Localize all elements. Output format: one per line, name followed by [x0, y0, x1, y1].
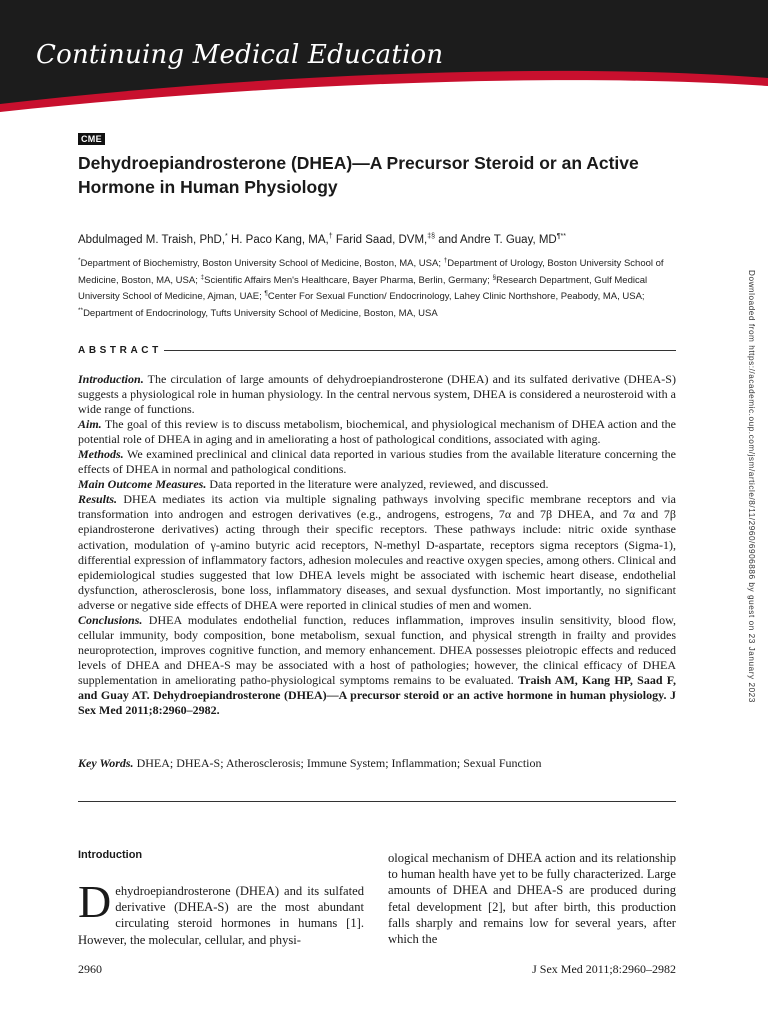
author-affiliation-mark: † [328, 233, 333, 240]
download-watermark [744, 270, 758, 760]
abstract-section-label: Conclusions. [78, 612, 143, 627]
abstract-section-text: We examined preclinical and clinical data reported in various studies from the available literature concerning the effects of DHEA in normal and pathological conditions. [78, 447, 676, 477]
abstract-heading-label: ABSTRACT [78, 345, 162, 356]
abstract-section-text: DHEA modulates endothelial function, reduces inflammation, improves insulin sensitivity, blood flow, cellular immunity, body composition, bone metabolism, sexual function, and physical strength in frailty and provides neuroprotection, improves cognitive function, and memory enhancement. DHEA possesses pleiotropic effects and reduced levels of DHEA and DHEA-S may be associated with a host of pathologies; however, the clinical efficacy of DHEA supplementation in ameliorating patho-physiological symptoms remains to be evaluated. [78, 612, 677, 687]
abstract-section-text: Data reported in the literature were analyzed, reviewed, and discussed. [209, 477, 549, 492]
body-column-left [78, 849, 364, 948]
abstract-citation: Traish AM, Kang HP, Saad F, and Guay AT. Dehydroepiandrosterone (DHEA)—A precursor steroid or an active hormone in human physiology. J Sex Med 2011;8:2960–2982. [78, 672, 677, 718]
author-affiliation-mark: * [225, 233, 228, 240]
affiliation-text: Research Department, Gulf Medical University School of Medicine, Ajman, UAE; [78, 274, 648, 303]
page-number: 2960 [78, 962, 102, 976]
affiliation-mark: ** [78, 306, 84, 314]
author-name: Abdulmaged M. Traish, PhD, [78, 233, 226, 246]
abstract-section [78, 447, 676, 477]
author-affiliation-mark: ‡§ [427, 233, 436, 240]
affiliation-text: Scientific Affairs Men's Healthcare, Bayer Pharma, Berlin, Germany; [204, 274, 493, 286]
author-list [78, 233, 678, 246]
abstract-section-label: Introduction. [78, 372, 144, 386]
abstract-section-label: Aim. [78, 417, 102, 432]
affiliation-mark: * [78, 257, 81, 264]
affiliation-text: Department of Endocrinology, Tufts University School of Medicine, Boston, MA, USA [83, 307, 438, 319]
abstract-section [78, 417, 676, 447]
body-column-right [388, 850, 676, 947]
abstract-section [78, 492, 676, 612]
author-name: Farid Saad, DVM, [335, 233, 428, 246]
abstract-section-text: DHEA mediates its action via multiple signaling pathways involving specific membrane receptors and via transformation into androgen and estrogen derivatives (e.g., androgens, estrogens, 7α and 7β DHEA, and 7α and 7β epiandrosterone derivatives) acting through their specific receptors. These pathways include: nitric oxide synthase activation, modulation of γ-amino butyric acid receptors, N-methyl D-aspartate, receptors sigma receptors (Sigma-1), differential expression of inflammatory factors, adhesion molecules and reactive oxygen species, among others. Clinical and epidemiological studies suggested that low DHEA levels might be associated with ischemic heart disease, endothelial dysfunction, atherosclerosis, bone loss, inflammatory diseases, and sexual dysfunction. Most importantly, no significant adverse or negative side effects of DHEA were reported in clinical studies of men and women. [78, 492, 677, 612]
affiliation-text: Department of Urology, Boston University School of Medicine, Boston, MA, USA; [78, 258, 664, 286]
section-heading-introduction: Introduction [78, 849, 143, 861]
abstract-section-text: The goal of this review is to discuss metabolism, biochemical, and physiological mechanism of DHEA action and the potential role of DHEA in aging and in ameliorating a host of pathological conditions, associated with aging. [78, 417, 676, 447]
affiliation-mark: ‡ [200, 273, 205, 281]
affiliation-mark: † [443, 257, 448, 264]
abstract-section-label: Results. [78, 492, 118, 507]
abstract-section [78, 477, 676, 492]
abstract-bottom-rule [78, 801, 676, 802]
abstract-section [78, 372, 676, 417]
article-title: Dehydroepiandrosterone (DHEA)—A Precursor Steroid or an Active Hormone in Human Physiology [78, 153, 639, 197]
abstract-body [78, 372, 676, 718]
author-name: H. Paco Kang, MA, [230, 233, 329, 246]
affiliation-mark: § [492, 273, 497, 281]
author-conjunction: and [438, 233, 458, 246]
keywords [78, 756, 676, 771]
affiliations [78, 254, 678, 320]
body-text-left: ehydroepiandrosterone (DHEA) and its sulfated derivative (DHEA-S) are the most abundant circulating steroid hormones in humans [1]. However, the molecular, cellular, and physi- [78, 884, 364, 947]
affiliation-text: Center For Sexual Function/ Endocrinology, Lahey Clinic Northshore, Peabody, MA, USA; [267, 291, 645, 303]
cme-badge: CME [78, 133, 105, 145]
abstract-heading [78, 345, 676, 356]
affiliation-mark: ¶ [264, 290, 268, 298]
affiliation-text: Department of Biochemistry, Boston University School of Medicine, Boston, MA, USA; [80, 258, 444, 270]
abstract-section-label: Main Outcome Measures. [78, 477, 207, 492]
download-watermark-text: Downloaded from https://academic.oup.com/jsm/article/8/11/2960/6906886 by guest on 23 January 2023 [747, 270, 756, 703]
body-paragraph-right: ological mechanism of DHEA action and its relationship to human health have yet to be fully characterized. Large amounts of DHEA and DHEA-S are produced during fetal development [2], but after birth, this production falls sharply and remains low for several years, after which the [388, 851, 676, 947]
banner-title: Continuing Medical Education [36, 40, 444, 70]
author-name: Andre T. Guay, MD [460, 233, 557, 246]
drop-cap: D [78, 876, 112, 927]
author-affiliation-mark: ¶** [556, 233, 566, 240]
journal-citation-footer: J Sex Med 2011;8:2960–2982 [532, 962, 676, 976]
body-paragraph-left [78, 876, 364, 948]
abstract-section-text: The circulation of large amounts of dehydroepiandrosterone (DHEA) and its sulfated derivative (DHEA-S) suggests a physiological role in human physiology. In the central nervous system, DHEA is considered a neurosteroid with a wide range of functions. [78, 372, 676, 417]
abstract-rule [164, 350, 676, 351]
abstract-section [78, 613, 676, 718]
keywords-label: Key Words. [78, 756, 134, 770]
abstract-section-label: Methods. [78, 447, 124, 462]
keywords-text: DHEA; DHEA-S; Atherosclerosis; Immune System; Inflammation; Sexual Function [136, 756, 542, 770]
journal-banner [0, 0, 768, 112]
